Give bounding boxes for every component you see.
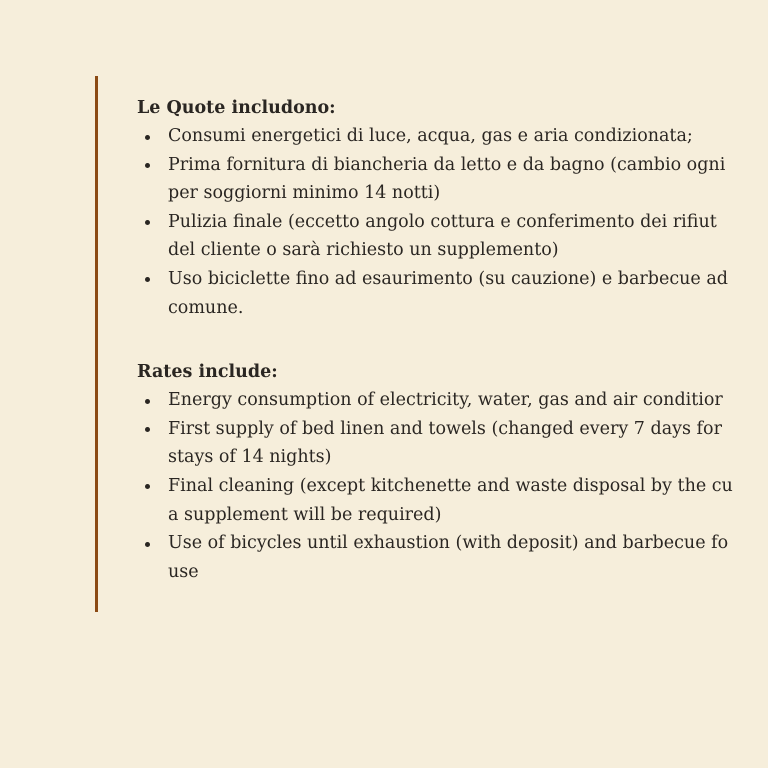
bullet-dot-icon [145, 220, 150, 225]
bullet-text-line: Prima fornitura di biancheria da letto e da bagno (cambio ogni [168, 154, 726, 175]
bullet-text-line: Pulizia finale (eccetto angolo cottura e conferimento dei rifiut [168, 211, 717, 232]
bullet-item [137, 529, 768, 586]
italian-section-title: Le Quote includono: [137, 98, 336, 118]
bullet-dot-icon [145, 277, 150, 282]
bullet-text-line: First supply of bed linen and towels (changed every 7 days for [168, 418, 722, 439]
bullet-dot-icon [145, 135, 150, 140]
bullet-text-line: Consumi energetici di luce, acqua, gas e aria condizionata; [168, 126, 693, 146]
bullet-dot-icon [145, 427, 150, 432]
bullet-dot-icon [145, 542, 150, 547]
english-section-title: Rates include: [137, 362, 278, 383]
bullet-text-line: per soggiorni minimo 14 notti) [168, 183, 441, 204]
english-section [137, 358, 768, 586]
bullet-dot-icon [145, 484, 150, 489]
bullet-text-line: Energy consumption of electricity, water, gas and air conditior [168, 390, 723, 411]
bullet-item [137, 122, 768, 151]
bullet-item [137, 208, 768, 265]
bullet-text-line: a supplement will be required) [168, 504, 442, 525]
bullet-item [137, 151, 768, 208]
bullet-item [137, 265, 768, 322]
english-bullet-list [137, 386, 768, 586]
bullet-text-line: Use of bicycles until exhaustion (with deposit) and barbecue fo [168, 533, 729, 554]
bullet-text-line: Uso biciclette fino ad esaurimento (su cauzione) e barbecue ad [168, 268, 728, 289]
bullet-text-line: del cliente o sarà richiesto un supplemento) [168, 240, 559, 261]
content-block [137, 94, 768, 586]
bullet-text-line: use [168, 561, 199, 582]
bullet-dot-icon [145, 163, 150, 168]
bullet-item [137, 415, 768, 472]
section-spacer [137, 322, 768, 358]
bullet-text-line: comune. [168, 297, 244, 318]
bullet-text-line: stays of 14 nights) [168, 447, 332, 468]
bullet-text-line: Final cleaning (except kitchenette and waste disposal by the cu [168, 475, 733, 496]
italian-bullet-list [137, 122, 768, 322]
accent-bar [95, 76, 98, 612]
bullet-item [137, 386, 768, 415]
italian-section [137, 94, 768, 322]
bullet-item [137, 472, 768, 529]
bullet-dot-icon [145, 399, 150, 404]
